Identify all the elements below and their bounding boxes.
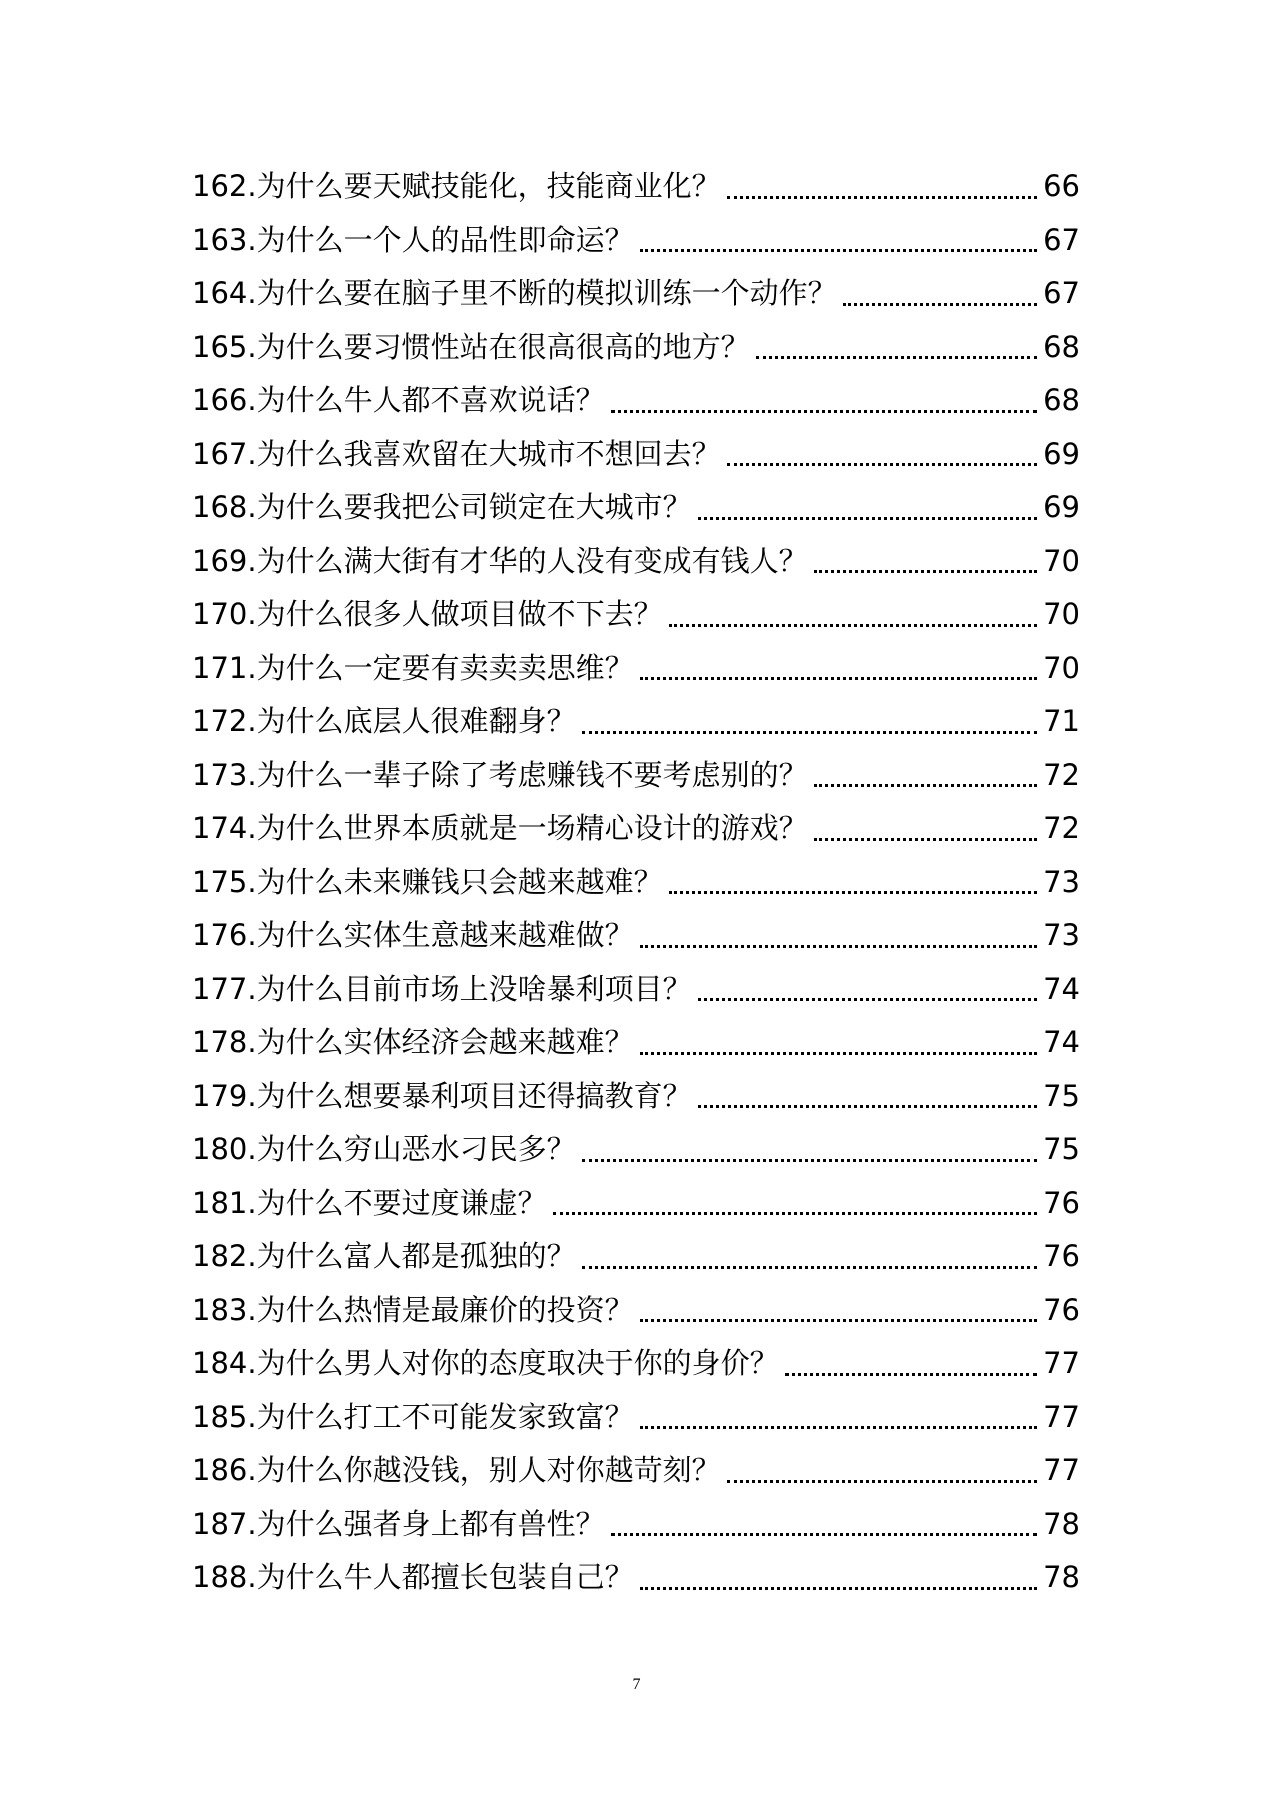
toc-dot-leader: [785, 1373, 1038, 1376]
toc-dot-leader: [611, 1533, 1038, 1536]
toc-entry-page: 70: [1043, 597, 1080, 631]
toc-entry-title: 180.为什么穷山恶水刁民多？: [192, 1132, 576, 1166]
toc-entry-title: 166.为什么牛人都不喜欢说话？: [192, 383, 605, 417]
toc-entry-title: 186.为什么你越没钱，别人对你越苛刻？: [192, 1453, 721, 1487]
toc-dot-leader: [698, 517, 1038, 520]
toc-dot-leader: [640, 1426, 1038, 1429]
toc-entry[interactable]: [192, 1070, 1080, 1124]
toc-entry-page: 77: [1043, 1346, 1080, 1380]
toc-entry-title: 173.为什么一辈子除了考虑赚钱不要考虑别的？: [192, 757, 808, 792]
toc-entry-title: 179.为什么想要暴利项目还得搞教育？: [192, 1078, 692, 1113]
toc-entry-title: 172.为什么底层人很难翻身？: [192, 704, 576, 738]
toc-entry-title: 176.为什么实体生意越来越难做？: [192, 918, 634, 952]
toc-dot-leader: [582, 1159, 1038, 1162]
toc-entry[interactable]: [192, 1551, 1080, 1605]
toc-entry-page: 67: [1043, 276, 1080, 310]
toc-entry[interactable]: [192, 1016, 1080, 1070]
toc-entry[interactable]: [192, 1391, 1080, 1445]
toc-entry[interactable]: [192, 1444, 1080, 1498]
toc-entry-title: 163.为什么一个人的品性即命运？: [192, 222, 634, 257]
toc-entry-page: 67: [1043, 222, 1080, 257]
toc-entry-page: 69: [1043, 490, 1080, 524]
toc-entry-page: 77: [1043, 1399, 1080, 1434]
toc-entry[interactable]: [192, 1123, 1080, 1177]
toc-entry-title: 170.为什么很多人做项目做不下去？: [192, 597, 663, 631]
toc-entry-page: 74: [1043, 971, 1080, 1006]
toc-entry-page: 66: [1043, 169, 1080, 203]
toc-entry-page: 68: [1043, 329, 1080, 364]
toc-dot-leader: [814, 570, 1038, 573]
toc-entry-title: 188.为什么牛人都擅长包装自己？: [192, 1560, 634, 1594]
toc-entry[interactable]: [192, 1230, 1080, 1284]
toc-entry-page: 75: [1043, 1132, 1080, 1166]
toc-entry-page: 71: [1043, 704, 1080, 738]
toc-entry-title: 168.为什么要我把公司锁定在大城市？: [192, 490, 692, 524]
toc-entry-page: 75: [1043, 1078, 1080, 1113]
toc-dot-leader: [611, 410, 1038, 413]
toc-entry[interactable]: [192, 749, 1080, 803]
table-of-contents: [192, 160, 1080, 1605]
toc-entry-title: 183.为什么热情是最廉价的投资？: [192, 1292, 634, 1327]
toc-entry[interactable]: [192, 267, 1080, 321]
toc-entry-title: 174.为什么世界本质就是一场精心设计的游戏？: [192, 811, 808, 845]
toc-entry-title: 185.为什么打工不可能发家致富？: [192, 1399, 634, 1434]
toc-dot-leader: [669, 891, 1038, 894]
toc-entry-page: 78: [1043, 1506, 1080, 1541]
toc-entry-page: 69: [1043, 436, 1080, 471]
page-number: 7: [632, 1676, 641, 1693]
toc-entry-title: 178.为什么实体经济会越来越难？: [192, 1025, 634, 1059]
toc-entry-title: 182.为什么富人都是孤独的？: [192, 1239, 576, 1273]
toc-dot-leader: [814, 838, 1038, 841]
toc-entry[interactable]: [192, 1177, 1080, 1231]
toc-entry[interactable]: [192, 909, 1080, 963]
toc-entry-page: 72: [1043, 811, 1080, 845]
toc-entry-title: 181.为什么不要过度谦虚？: [192, 1185, 547, 1220]
toc-dot-leader: [727, 463, 1038, 466]
toc-entry[interactable]: [192, 428, 1080, 482]
toc-dot-leader: [814, 784, 1038, 787]
toc-entry-page: 70: [1043, 650, 1080, 685]
toc-entry-title: 175.为什么未来赚钱只会越来越难？: [192, 864, 663, 899]
toc-entry-page: 76: [1043, 1239, 1080, 1273]
toc-dot-leader: [640, 1319, 1038, 1322]
toc-entry[interactable]: [192, 856, 1080, 910]
toc-dot-leader: [727, 1480, 1038, 1483]
toc-entry[interactable]: [192, 1337, 1080, 1391]
toc-entry[interactable]: [192, 160, 1080, 214]
toc-dot-leader: [727, 196, 1038, 199]
toc-entry[interactable]: [192, 963, 1080, 1017]
toc-dot-leader: [582, 731, 1038, 734]
toc-entry[interactable]: [192, 642, 1080, 696]
toc-dot-leader: [756, 356, 1038, 359]
toc-entry-page: 74: [1043, 1025, 1080, 1059]
toc-dot-leader: [582, 1266, 1038, 1269]
toc-entry[interactable]: [192, 535, 1080, 589]
toc-entry-page: 78: [1043, 1560, 1080, 1594]
toc-entry-title: 187.为什么强者身上都有兽性？: [192, 1506, 605, 1541]
toc-entry[interactable]: [192, 695, 1080, 749]
toc-entry-title: 184.为什么男人对你的态度取决于你的身价？: [192, 1346, 779, 1380]
toc-entry[interactable]: [192, 588, 1080, 642]
toc-dot-leader: [698, 998, 1038, 1001]
toc-entry[interactable]: [192, 1284, 1080, 1338]
toc-entry-page: 73: [1043, 918, 1080, 952]
toc-entry-title: 162.为什么要天赋技能化，技能商业化？: [192, 169, 721, 203]
toc-entry-page: 76: [1043, 1185, 1080, 1220]
toc-entry-title: 169.为什么满大街有才华的人没有变成有钱人？: [192, 543, 808, 578]
toc-entry[interactable]: [192, 374, 1080, 428]
toc-entry[interactable]: [192, 802, 1080, 856]
toc-dot-leader: [640, 249, 1038, 252]
toc-entry[interactable]: [192, 481, 1080, 535]
toc-entry-page: 73: [1043, 864, 1080, 899]
toc-entry[interactable]: [192, 1498, 1080, 1552]
toc-dot-leader: [640, 945, 1038, 948]
toc-entry-title: 177.为什么目前市场上没啥暴利项目？: [192, 971, 692, 1006]
toc-entry-title: 167.为什么我喜欢留在大城市不想回去？: [192, 436, 721, 471]
toc-entry-title: 165.为什么要习惯性站在很高很高的地方？: [192, 329, 750, 364]
toc-dot-leader: [553, 1212, 1038, 1215]
toc-entry[interactable]: [192, 321, 1080, 375]
toc-entry[interactable]: [192, 214, 1080, 268]
toc-dot-leader: [669, 624, 1038, 627]
toc-dot-leader: [843, 303, 1038, 306]
toc-dot-leader: [698, 1105, 1038, 1108]
toc-entry-page: 77: [1043, 1453, 1080, 1487]
toc-dot-leader: [640, 677, 1038, 680]
toc-entry-page: 68: [1043, 383, 1080, 417]
toc-dot-leader: [640, 1587, 1038, 1590]
toc-entry-page: 76: [1043, 1292, 1080, 1327]
toc-dot-leader: [640, 1052, 1038, 1055]
toc-entry-page: 72: [1043, 757, 1080, 792]
toc-entry-title: 171.为什么一定要有卖卖卖思维？: [192, 650, 634, 685]
toc-entry-page: 70: [1043, 543, 1080, 578]
toc-entry-title: 164.为什么要在脑子里不断的模拟训练一个动作？: [192, 276, 837, 310]
